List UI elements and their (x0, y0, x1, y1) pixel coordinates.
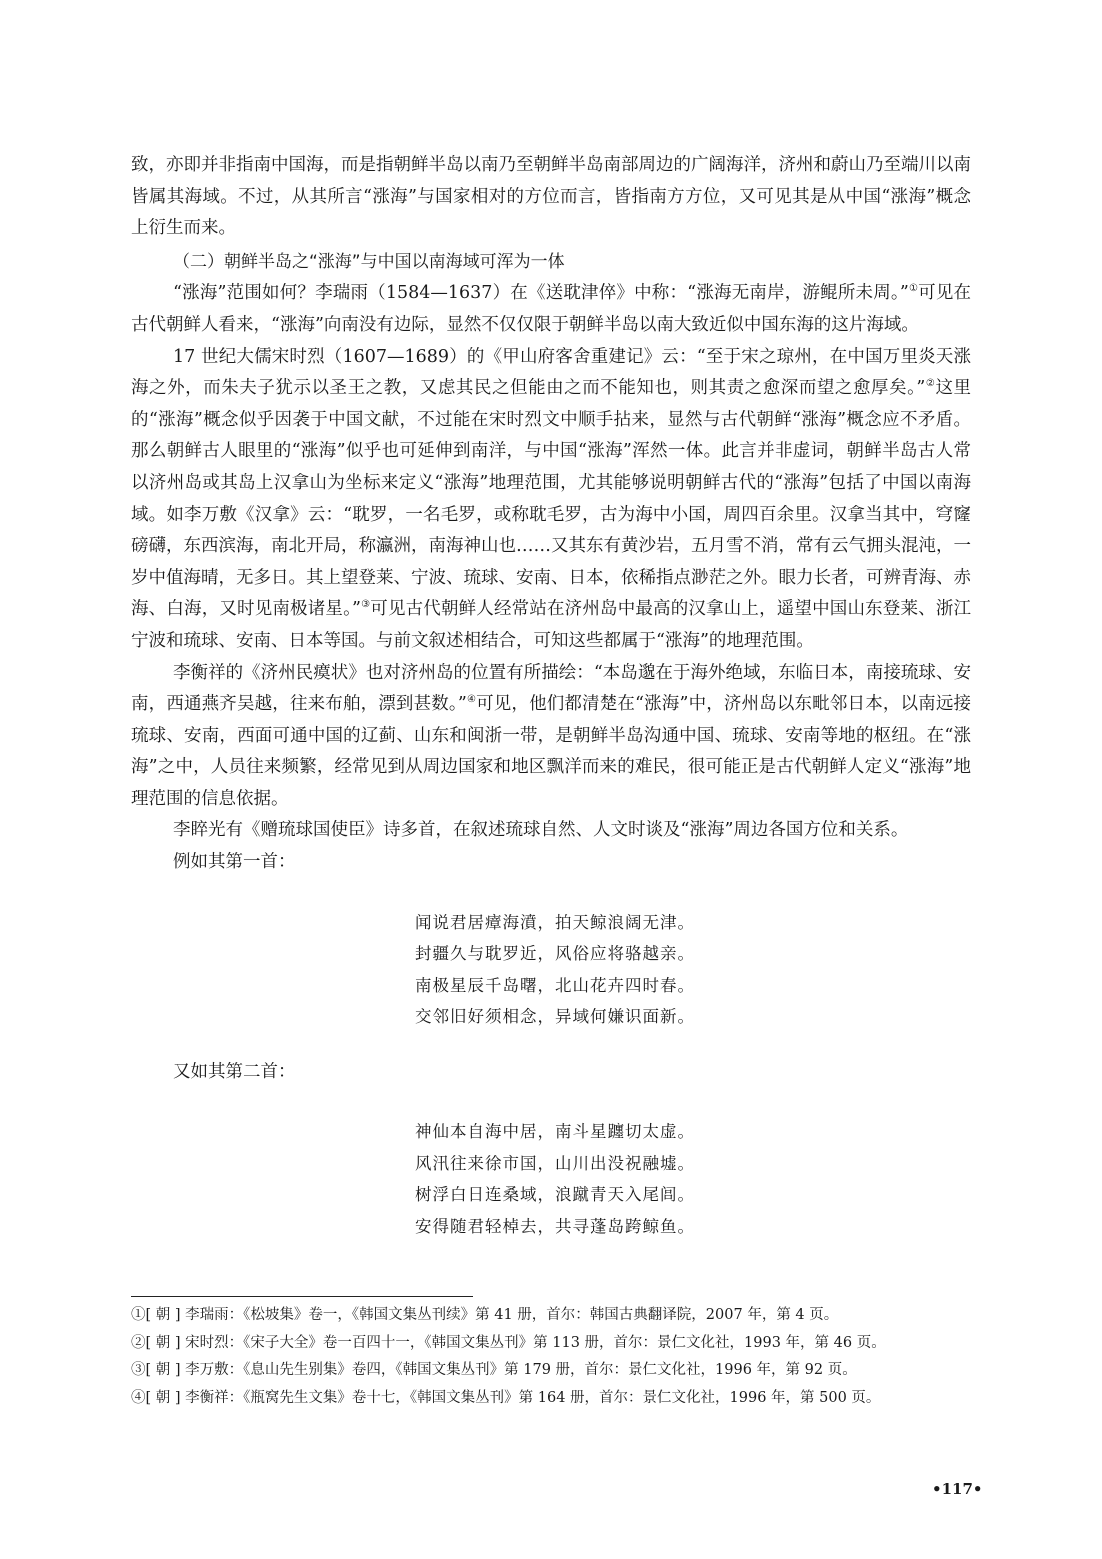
paragraph-text: “涨海”范围如何？李瑞雨（1584—1637）在《送耽津倅》中称：“涨海无南岸，游鲲所未周。” (173, 283, 909, 304)
footnote-ref: ③ (360, 599, 371, 611)
poem-line: 神仙本自海中居，南斗星躔切太虚。 (415, 1122, 695, 1142)
paragraph-continued: 致，亦即并非指南中国海，而是指朝鲜半岛以南乃至朝鲜半岛南部周边的广阔海洋，济州和蔚山乃至端川以南皆属其海域。不过，从其所言“涨海”与国家相对的方位而言，皆指南方方位，又可见其是从中国“涨海”概念上衍生而来。 (131, 155, 971, 239)
paragraph-text: 可见古代朝鲜人经常站在济州岛中最高的汉拿山上，遥望中国山东登莱、浙江宁波和琉球、安南、日本等国。与前文叙述相结合，可知这些都属于“涨海”的地理范围。 (131, 599, 971, 651)
paragraph: 例如其第一首： (173, 852, 296, 873)
paragraph: 李睟光有《赠琉球国使臣》诗多首，在叙述琉球自然、人文时谈及“涨海”周边各国方位和关系。 (173, 820, 909, 841)
poem-line: 闻说君居瘴海濆，拍天鲸浪阔无津。 (415, 912, 695, 932)
paragraph (131, 658, 971, 816)
paragraph (131, 278, 971, 341)
footnote-ref: ② (925, 378, 936, 390)
footnote: ②[ 朝 ] 宋时烈：《宋子大全》卷一百四十一，《韩国文集丛刊》第 113 册，首尔：景仁文化社，1993 年，第 46 页。 (131, 1334, 886, 1351)
poem-line: 交邻旧好须相念，异域何嫌识面新。 (415, 1007, 695, 1027)
footnotes (131, 1302, 981, 1412)
footnote: ①[ 朝 ] 李瑞雨：《松坡集》卷一，《韩国文集丛刊续》第 41 册，首尔：韩国古典翻译院，2007 年，第 4 页。 (131, 1307, 839, 1323)
poem-line: 树浮白日连桑域，浪蹴青天入尾闾。 (415, 1185, 695, 1205)
paragraph-text: 可见，他们都清楚在“涨海”中，济州岛以东毗邻日本，以南远接琉球、安南，西面可通中国的辽蓟、山东和闽浙一带，是朝鲜半岛沟通中国、琉球、安南等地的枢纽。在“涨海”之中，人员往来频繁，经常见到从周边国家和地区飘洋而来的难民，很可能正是古代朝鲜人定义“涨海”地理范围的信息依据。 (131, 694, 971, 809)
poem-intro: 又如其第二首： (173, 1061, 296, 1082)
body-text (131, 150, 971, 1266)
poem-line: 南极星辰千岛曙，北山花卉四时春。 (415, 975, 695, 995)
poem-line: 安得随君轻棹去，共寻蓬岛跨鲸鱼。 (415, 1216, 695, 1236)
footnote: ④[ 朝 ] 李衡祥：《瓶窝先生文集》卷十七，《韩国文集丛刊》第 164 册，首尔：景仁文化社，1996 年，第 500 页。 (131, 1389, 881, 1406)
footnote-ref: ① (908, 283, 919, 295)
poem-second (415, 1116, 971, 1242)
footnote-divider (131, 1296, 473, 1297)
paragraph (131, 342, 971, 658)
poem-first (415, 907, 971, 1033)
paragraph-text: 这里的“涨海”概念似乎因袭于中国文献，不过能在宋时烈文中顺手拈来，显然与古代朝鲜“涨海”概念应不矛盾。那么朝鲜古人眼里的“涨海”似乎也可延伸到南洋，与中国“涨海”浑然一体。此言并非虚词，朝鲜半岛古人常以济州岛或其岛上汉拿山为坐标来定义“涨海”地理范围，尤其能够说明朝鲜古代的“涨海”包括了中国以南海域。如李万敷《汉拿》云：“耽罗，一名毛罗，或称耽毛罗，古为海中小国，周四百余里。汉拿当其中，穹窿磅礴，东西滨海，南北开局，称瀛洲，南海神山也……又其东有黄沙岩，五月雪不消，常有云气拥头混沌，一岁中值海晴，无多日。其上望登莱、宁波、琉球、安南、日本，依稀指点渺茫之外。眼力长者，可辨青海、赤海、白海，又时见南极诸星。” (131, 378, 972, 620)
section-heading: （二）朝鲜半岛之“涨海”与中国以南海域可浑为一体 (173, 251, 565, 272)
paragraph-text: 17 世纪大儒宋时烈（1607—1689）的《甲山府客舍重建记》云：“至于宋之琼州，在中国万里炎天涨海之外，而朱夫子犹示以圣王之教，又虑其民之但能由之而不能知也，则其责之愈深而望之愈厚矣。” (131, 346, 971, 399)
poem-line: 封疆久与耽罗近，风俗应将骆越亲。 (415, 944, 695, 964)
footnote: ③[ 朝 ] 李万敷：《息山先生别集》卷四，《韩国文集丛刊》第 179 册，首尔：景仁文化社，1996 年，第 92 页。 (131, 1362, 857, 1379)
paragraph-text: 可见在古代朝鲜人看来，“涨海”向南没有边际，显然不仅仅限于朝鲜半岛以南大致近似中国东海的这片海域。 (131, 283, 972, 335)
page-number: •117• (932, 1480, 983, 1498)
poem-line: 风汛往来徐市国，山川出没祝融墟。 (415, 1153, 695, 1173)
paragraph-text: 李衡祥的《济州民瘼状》也对济州岛的位置有所描绘：“本岛邈在于海外绝域，东临日本，南接琉球、安南，西通燕齐吴越，往来布舶，漂到甚数。” (131, 662, 971, 715)
footnote-ref: ④ (466, 694, 477, 706)
